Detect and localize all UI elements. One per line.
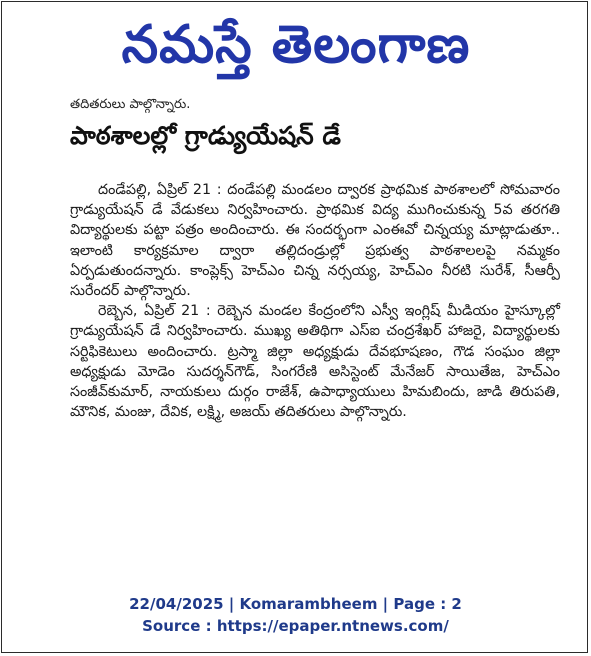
- newspaper-masthead: నమస్తే తెలంగాణ: [121, 15, 471, 75]
- previous-article-tail: తదితరులు పాల్గొన్నారు.: [70, 97, 191, 112]
- article-headline: పాఠశాలల్లో గ్రాడ్యుయేషన్ డే: [70, 121, 341, 150]
- footer-source-link[interactable]: Source : https://epaper.ntnews.com/: [142, 617, 449, 635]
- article-body: [70, 180, 560, 422]
- article-paragraph-rebbena: రెబ్బెన, ఏప్రిల్ 21 : రెబ్బెన మండల కేంద్రంలోని ఎస్వీ ఇంగ్లిష్ మీడియం హైస్కూల్లో గ్రాడ్యుయేషన్ డే నిర్వహించారు. ముఖ్య అతిథిగా ఎస్ఐ చంద్రశేఖర్ హాజరై, విద్యార్థులకు సర్టిఫికెటులు అందించారు. ట్రస్మా జిల్లా అధ్యక్షుడు దేవభూషణం, గౌడ సంఘం జిల్లా అధ్యక్షుడు మోడెం సుదర్శన్‌గౌడ్, సింగరేణి అసిస్టెంట్ మేనేజర్ సాయితేజ, హెచ్ఎం సంజీవ్‌కుమార్, నాయకులు దుర్గం రాజేశ్, ఉపాధ్యాయులు హిమబిందు, జాడి తిరుపతి, మౌనిక, మంజు, దేవిక, లక్ష్మి, అజయ్ తదితరులు పాల్గొన్నారు.: [70, 303, 560, 421]
- article-paragraph-dandepalli: దండేపల్లి, ఏప్రిల్ 21 : దండేపల్లి మండలం ద్వారక ప్రాథమిక పాఠశాలలో సోమవారం గ్రాడ్యుయేషన్ డే వేడుకలు నిర్వహించారు. ప్రాథమిక విద్య ముగించుకున్న 5వ తరగతి విద్యార్థులకు పట్టా పత్రం అందించారు. ఈ సందర్భంగా ఎంఈవో చిన్నయ్య మాట్లాడుతూ.. ఇలాంటి కార్యక్రమాల ద్వారా తల్లిదండ్రుల్లో ప్రభుత్వ పాఠశాలలపై నమ్మకం ఏర్పడుతుందన్నారు. కాంప్లెక్స్ హెచ్ఎం చిన్న నర్సయ్య, హెచ్ఎం నీరటి సురేశ్, సీఆర్పీ సురేందర్ పాల్గొన్నారు.: [70, 182, 560, 300]
- footer-date-edition-page: 22/04/2025 | Komarambheem | Page : 2: [129, 595, 462, 613]
